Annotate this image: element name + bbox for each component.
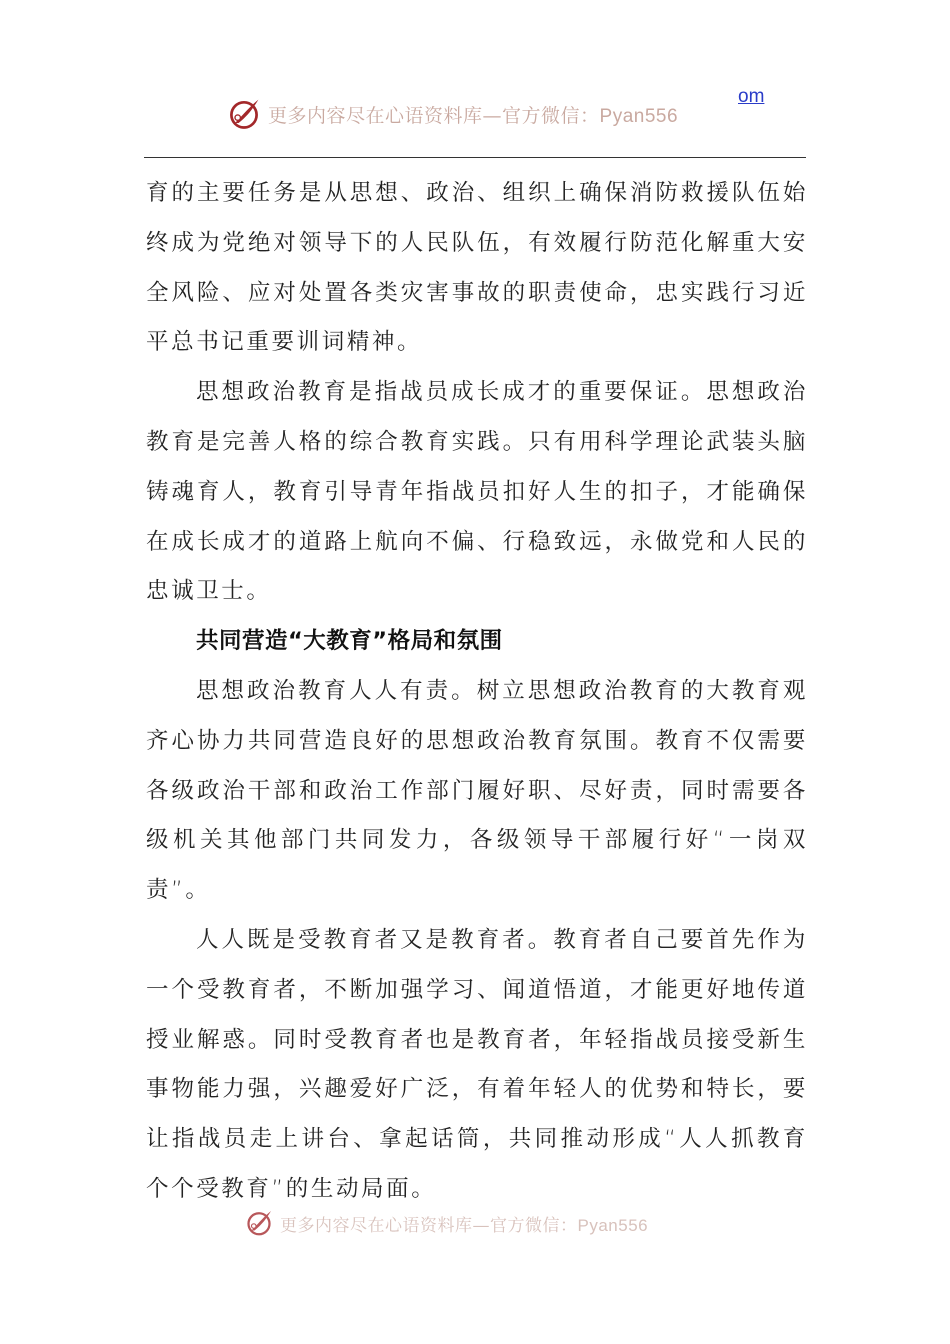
paragraph-1: 育的主要任务是从思想、政治、组织上确保消防救援队伍始终成为党绝对领导下的人民队伍，有效履行防范化解重大安全风险、应对处置各类灾害事故的职责使命，忠实践行习近平总书记重要训词精神。 [146, 180, 808, 356]
footer-watermark [244, 1206, 648, 1240]
header-watermark-text: 更多内容尽在心语资料库—官方微信：Pyan556 [268, 104, 679, 127]
quill-circle-logo-icon [226, 96, 262, 132]
footer-watermark-text: 更多内容尽在心语资料库—官方微信：Pyan556 [280, 1215, 649, 1236]
quill-circle-logo-icon [244, 1208, 274, 1238]
paragraph-2: 思想政治教育是指战员成长成才的重要保证。思想政治教育是完善人格的综合教育实践。只有用科学理论武装头脑铸魂育人，教育引导青年指战员扣好人生的扣子，才能确保在成长成才的道路上航向不偏、行稳致远，永做党和人民的忠诚卫士。 [146, 379, 808, 605]
header-divider [144, 157, 806, 158]
paragraph-3: 思想政治教育人人有责。树立思想政治教育的大教育观齐心协力共同营造良好的思想政治教育氛围。教育不仅需要各级政治干部和政治工作部门履好职、尽好责，同时需要各级机关其他部门共同发力，各级领导干部履行好“一岗双责”。 [146, 677, 808, 904]
section-heading: 共同营造“大教育”格局和氛围 [196, 628, 503, 655]
header-watermark [226, 94, 678, 134]
header-watermark-code: Pyan556 [599, 105, 679, 127]
document-body [146, 169, 808, 1215]
footer-watermark-code: Pyan556 [577, 1215, 649, 1235]
paragraph-4: 人人既是受教育者又是教育者。教育者自己要首先作为一个受教育者，不断加强学习、闻道悟道，才能更好地传道授业解惑。同时受教育者也是教育者，年轻指战员接受新生事物能力强，兴趣爱好广泛，有着年轻人的优势和特长，要让指战员走上讲台、拿起话筒，共同推动形成“人人抓教育个个受教育”的生动局面。 [146, 926, 808, 1202]
header-link-fragment[interactable]: om [738, 86, 765, 107]
